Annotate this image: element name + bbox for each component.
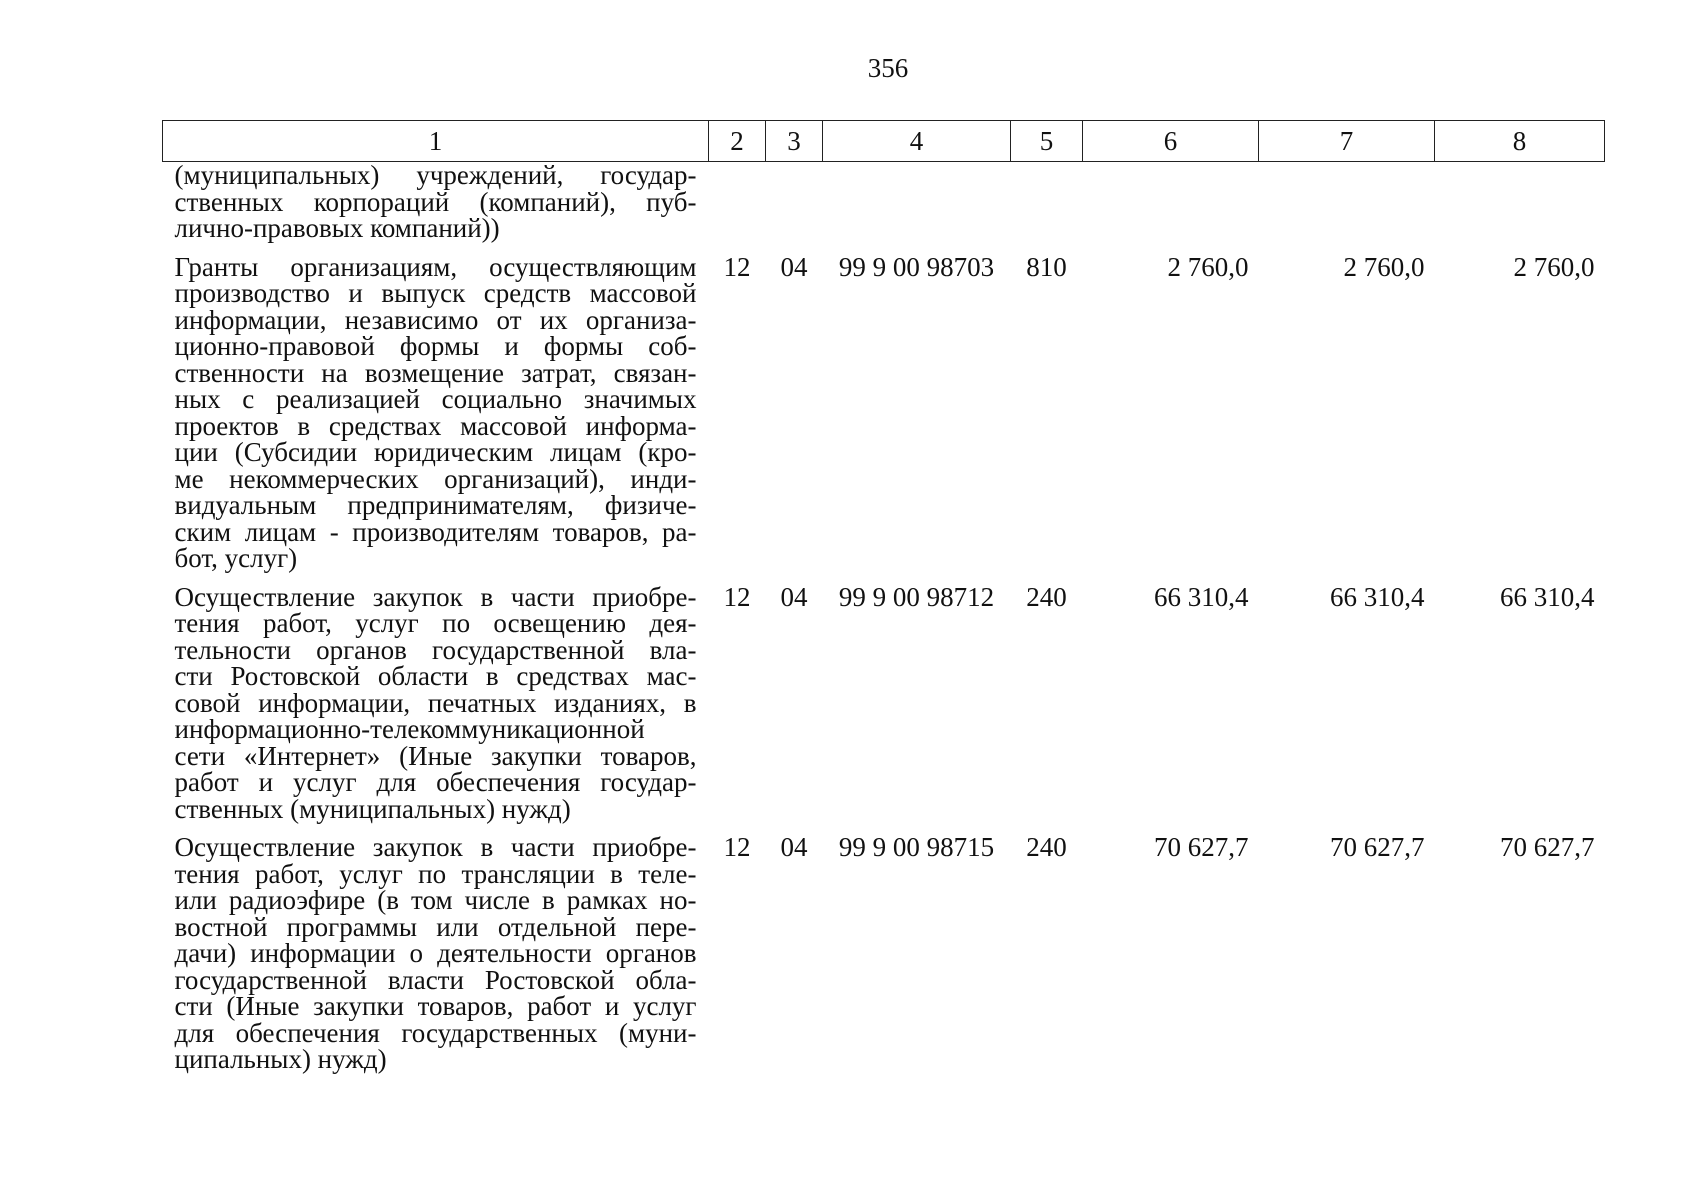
expense-type-code xyxy=(1011,162,1083,242)
table-row xyxy=(163,582,1605,823)
amount-col-8: 2 760,0 xyxy=(1513,251,1595,282)
column-header: 2 xyxy=(709,121,766,162)
description-line: информации, независимо от их организа- xyxy=(174,304,697,335)
description-line: лично-правовых компаний)) xyxy=(174,213,500,243)
description-line: ским лицам - производителям товаров, ра- xyxy=(174,516,697,547)
budget-table xyxy=(162,120,1605,1073)
description-line: тения работ, услуг по трансляции в теле- xyxy=(174,858,697,889)
amount-col-6: 66 310,4 xyxy=(1154,581,1249,612)
description-line: или радиоэфире (в том числе в рамках но- xyxy=(174,885,697,915)
section-code: 12 xyxy=(723,251,751,282)
description-line: тельности органов государственной вла- xyxy=(174,634,697,665)
section-code: 12 xyxy=(723,832,751,862)
row-spacer xyxy=(163,822,1605,832)
amount-col-7: 2 760,0 xyxy=(1343,251,1425,282)
amount-col-6 xyxy=(1083,162,1259,242)
table-header-row xyxy=(163,121,1605,162)
section-code: 12 xyxy=(723,581,751,612)
description-line: производство и выпуск средств массовой xyxy=(174,278,697,308)
description-line: ции (Субсидии юридическим лицам (кро- xyxy=(174,437,697,467)
amount-col-6: 70 627,7 xyxy=(1154,832,1249,862)
column-header: 8 xyxy=(1435,121,1605,162)
description-line: государственной власти Ростовской обла- xyxy=(174,964,697,995)
description-line: Осуществление закупок в части приобре- xyxy=(174,832,697,862)
row-description xyxy=(163,252,709,572)
description-line: (муниципальных) учреждений, государ- xyxy=(174,160,697,190)
description-line: совой информации, печатных изданиях, в xyxy=(174,687,697,718)
description-line: ме некоммерческих организаций), инди- xyxy=(174,463,697,494)
amount-col-6: 2 760,0 xyxy=(1167,251,1249,282)
column-header: 7 xyxy=(1259,121,1435,162)
table-row xyxy=(163,162,1605,242)
description-line: ных с реализацией социально значимых xyxy=(174,384,697,414)
target-article-code: 99 9 00 98703 xyxy=(838,251,995,282)
description-line: ципальных) нужд) xyxy=(174,1044,387,1074)
column-header: 4 xyxy=(823,121,1011,162)
description-line: ционно-правовой формы и формы соб- xyxy=(174,331,697,361)
column-header: 3 xyxy=(766,121,823,162)
row-description xyxy=(163,832,709,1073)
amount-col-7: 70 627,7 xyxy=(1330,832,1425,862)
description-line: востной программы или отдельной пере- xyxy=(174,911,697,942)
description-line: проектов в средствах массовой информа- xyxy=(174,410,697,441)
row-spacer xyxy=(163,242,1605,252)
row-description xyxy=(163,582,709,823)
target-article-code: 99 9 00 98712 xyxy=(838,581,995,612)
row-description xyxy=(163,162,709,242)
description-line: ственных корпораций (компаний), пуб- xyxy=(174,186,697,217)
subsection-code: 04 xyxy=(780,581,808,612)
column-header: 6 xyxy=(1083,121,1259,162)
amount-col-7: 66 310,4 xyxy=(1330,581,1425,612)
amount-col-8: 70 627,7 xyxy=(1500,832,1595,862)
subsection-code: 04 xyxy=(780,832,808,862)
target-article-code xyxy=(823,162,1011,242)
amount-col-7 xyxy=(1259,162,1435,242)
description-line: информационно-телекоммуникационной xyxy=(174,714,645,744)
description-line: дачи) информации о деятельности органов xyxy=(174,938,697,968)
description-line: ственности на возмещение затрат, связан- xyxy=(174,357,697,388)
description-line: сти (Иные закупки товаров, работ и услуг xyxy=(174,991,697,1021)
table-row xyxy=(163,832,1605,1073)
description-line: видуальным предпринимателям, физиче- xyxy=(174,490,697,520)
description-line: работ и услуг для обеспечения государ- xyxy=(174,767,697,797)
amount-col-8: 66 310,4 xyxy=(1500,581,1595,612)
expense-type-code: 240 xyxy=(1026,832,1067,862)
column-header: 1 xyxy=(163,121,709,162)
description-line: для обеспечения государственных (муни- xyxy=(174,1017,697,1048)
row-spacer xyxy=(163,572,1605,582)
subsection-code xyxy=(766,162,823,242)
target-article-code: 99 9 00 98715 xyxy=(838,832,995,862)
table-row xyxy=(163,252,1605,572)
section-code xyxy=(709,162,766,242)
description-line: сти Ростовской области в средствах мас- xyxy=(174,661,697,691)
description-line: Гранты организациям, осуществляющим xyxy=(174,251,697,282)
description-line: ственных (муниципальных) нужд) xyxy=(174,793,571,824)
description-line: Осуществление закупок в части приобре- xyxy=(174,581,697,612)
page-number: 356 xyxy=(867,53,909,83)
description-line: тения работ, услуг по освещению дея- xyxy=(174,608,697,638)
expense-type-code: 240 xyxy=(1026,581,1067,612)
subsection-code: 04 xyxy=(780,251,808,282)
column-header: 5 xyxy=(1011,121,1083,162)
expense-type-code: 810 xyxy=(1026,251,1067,282)
description-line: бот, услуг) xyxy=(174,543,298,573)
amount-col-8 xyxy=(1435,162,1605,242)
description-line: сети «Интернет» (Иные закупки товаров, xyxy=(174,740,697,771)
